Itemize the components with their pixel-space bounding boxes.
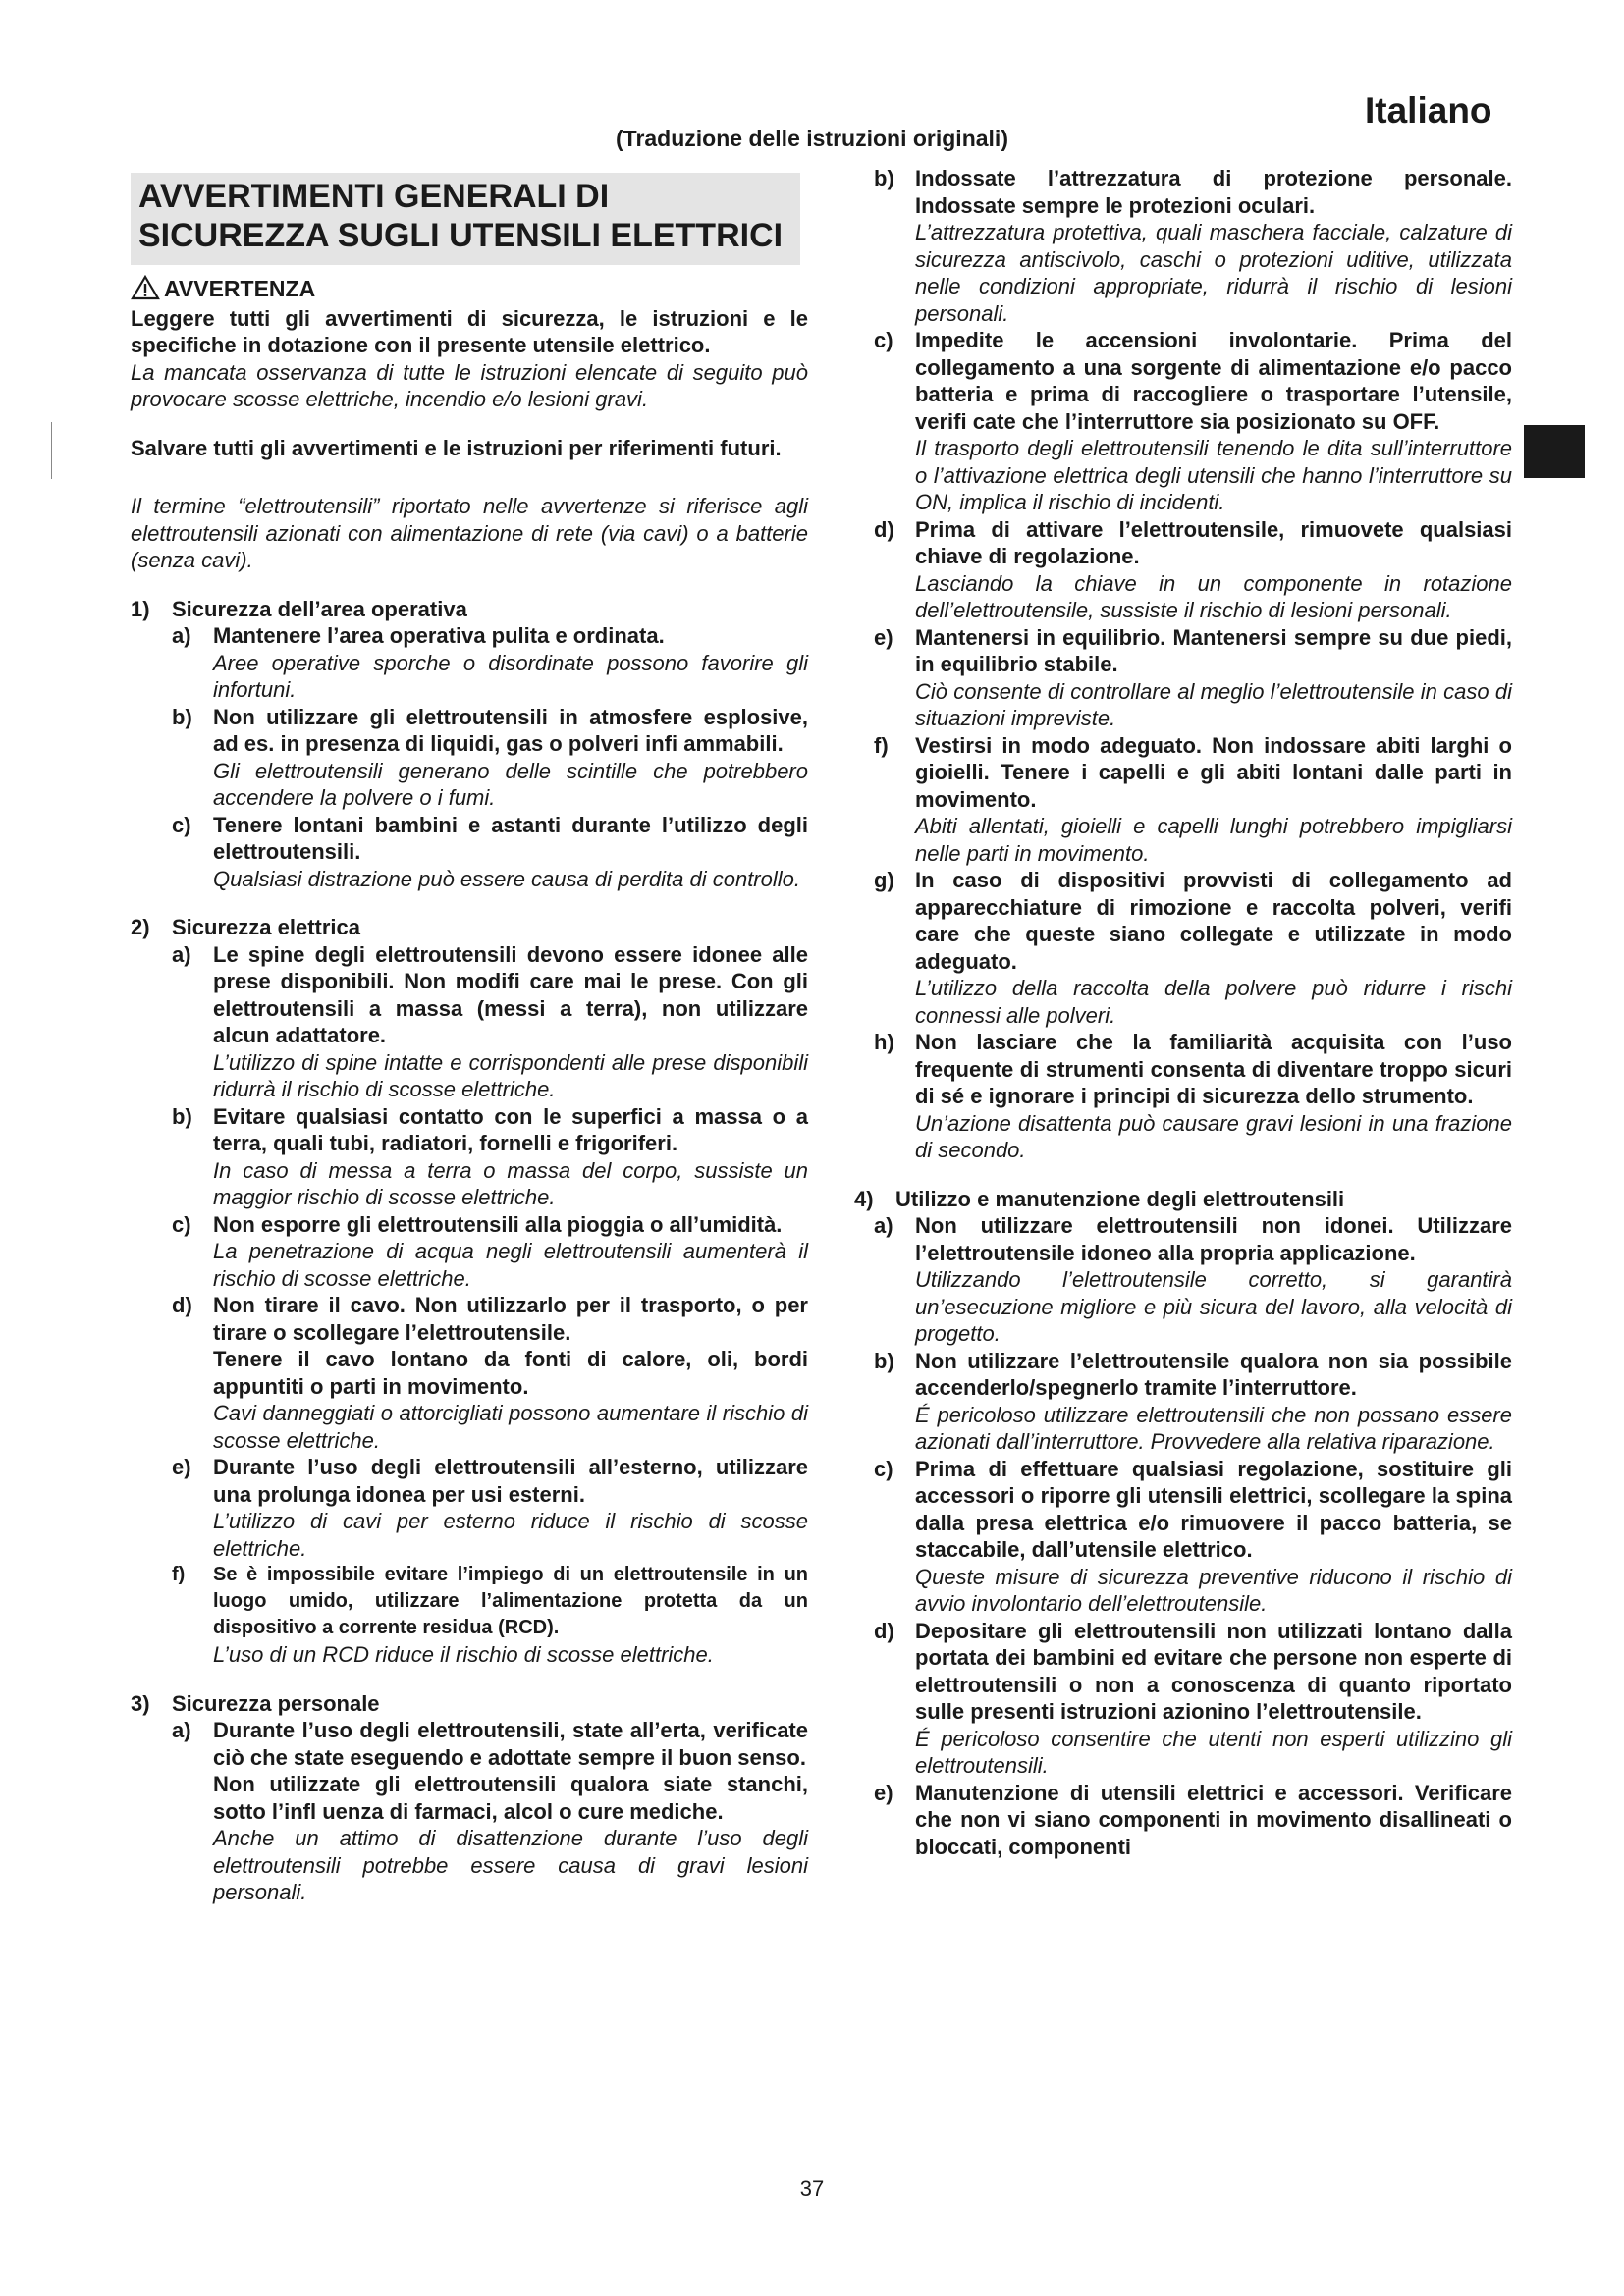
list-item: c) Non esporre gli elettroutensili alla pioggia o all’umidità.	[172, 1211, 783, 1237]
list-item: f) Vestirsi in modo adeguato. Non indossare abiti larghi o gioielli. Tenere i capelli e gli abiti lontani dalle parti in movimento.	[874, 732, 1512, 812]
list-item-note: Utilizzando l’elettroutensile corretto, si garantirà un’esecuzione migliore e più sicura del lavoro, alla velocità di progetto.	[915, 1267, 1512, 1346]
language-label: Italiano	[1365, 90, 1492, 131]
list-item: c) Impedite le accensioni involontarie. Prima del collegamento a una sorgente di alimentazione e/o pacco batteria e prima di raccogliere o trasportare l’utensile, verifi cate che l’interruttore sia posizionato su OFF.	[874, 328, 1512, 434]
section-2-items	[172, 941, 808, 1669]
list-item: f) Se è impossibile evitare l’impiego di un elettroutensile in un luogo umido, utilizzare l’alimentazione protetta da un dispositivo a corrente residua (RCD).	[172, 1564, 808, 1638]
document-subtitle: (Traduzione delle istruzioni originali)	[616, 126, 1008, 151]
term-definition-text: Il termine “elettroutensili” riportato nelle avvertenze si riferisce agli elettroutensili azionati con alimentazione di rete (via cavi) o a batterie (senza cavi).	[131, 494, 808, 572]
list-item: a) Mantenere l’area operativa pulita e ordinata.	[172, 623, 665, 648]
list-item-continuation: Non utilizzate gli elettroutensili qualora siate stanchi, sotto l’infl uenza di farmaci, alcol o cure mediche.	[213, 1772, 808, 1824]
list-item-note: É pericoloso utilizzare elettroutensili che non possano essere azionati dall’interruttore. Provvedere alla relativa riparazione.	[915, 1402, 1512, 1454]
list-item-note: É pericoloso consentire che utenti non esperti utilizzino gli elettroutensili.	[915, 1726, 1512, 1778]
list-item: d) Depositare gli elettroutensili non utilizzati lontano dalla portata dei bambini ed evitare che persone non esperte di elettroutensili o non a conoscenza di quanto riportato sulle presenti istruzioni azionino l’elettroutensile.	[874, 1618, 1512, 1724]
list-item: e) Durante l’uso degli elettroutensili all’esterno, utilizzare una prolunga idonea per usi esterni.	[172, 1455, 808, 1507]
right-column	[854, 165, 1512, 1860]
section-1-items	[172, 622, 808, 892]
list-item: h) Non lasciare che la familiarità acquisita con l’uso frequente di strumenti consenta di diventare troppo sicuri di sé e ignorare i principi di sicurezza dello strumento.	[874, 1030, 1512, 1108]
list-item: b) Evitare qualsiasi contatto con le superfici a massa o a terra, quali tubi, radiatori, fornelli e frigoriferi.	[172, 1103, 808, 1155]
list-item-note: Abiti allentati, gioielli e capelli lunghi potrebbero impigliarsi nelle parti in movimento.	[915, 814, 1512, 866]
warning-bold-text: Leggere tutti gli avvertimenti di sicurezza, le istruzioni e le specifiche in dotazione con il presente utensile elettrico.	[131, 305, 808, 357]
save-instructions-text: Salvare tutti gli avvertimenti e le istruzioni per riferimenti futuri.	[131, 435, 782, 460]
list-item-note: In caso di messa a terra o massa del corpo, sussiste un maggior rischio di scosse elettriche.	[213, 1157, 808, 1209]
list-item: g) In caso di dispositivi provvisti di collegamento ad apparecchiature di rimozione e raccolta polveri, verifi care che queste siano collegate e utilizzate in modo adeguato.	[874, 868, 1512, 974]
list-item-note: L’utilizzo di spine intatte e corrispondenti alle prese disponibili ridurrà il rischio di scosse elettriche.	[213, 1049, 808, 1101]
left-column	[131, 173, 808, 1906]
list-item-note: L’attrezzatura protettiva, quali maschera facciale, calzature di sicurezza antiscivolo, caschi o protezioni uditive, utilizzata nelle condizioni appropriate, ridurrà il rischio di lesioni personali.	[915, 220, 1512, 326]
list-item-note: Il trasporto degli elettroutensili tenendo le dita sull’interruttore o l’attivazione elettrica degli utensili che hanno l’interruttore su ON, implica il rischio di incidenti.	[915, 436, 1512, 514]
warning-italic-text: La mancata osservanza di tutte le istruzioni elencate di seguito può provocare scosse elettriche, incendio e/o lesioni gravi.	[131, 359, 808, 411]
list-item-note: Anche un attimo di disattenzione durante l’uso degli elettroutensili potrebbe essere causa di gravi lesioni personali.	[213, 1826, 808, 1904]
list-item: b) Non utilizzare gli elettroutensili in atmosfere esplosive, ad es. in presenza di liquidi, gas o polveri infi ammabili.	[172, 704, 808, 756]
list-item: d) Prima di attivare l’elettroutensile, rimuovete qualsiasi chiave di regolazione.	[874, 516, 1512, 568]
section-1-heading: 1) Sicurezza dell’area operativa	[131, 596, 467, 621]
list-item-note: Ciò consente di controllare al meglio l’elettroutensile in caso di situazioni impreviste.	[915, 678, 1512, 730]
warning-triangle-icon	[131, 275, 160, 300]
list-item: a) Durante l’uso degli elettroutensili, state all’erta, verificate ciò che state eseguendo e adottate sempre il buon senso.	[172, 1718, 808, 1770]
list-item: b) Non utilizzare l’elettroutensile qualora non sia possibile accenderlo/spegnerlo tramite l’interruttore.	[874, 1348, 1512, 1400]
list-item-note: Qualsiasi distrazione può essere causa di perdita di controllo.	[213, 866, 800, 891]
list-item-note: Queste misure di sicurezza preventive riducono il rischio di avvio involontario dell’elettroutensile.	[915, 1564, 1512, 1616]
list-item: a) Non utilizzare elettroutensili non idonei. Utilizzare l’elettroutensile idoneo alla propria applicazione.	[874, 1213, 1512, 1265]
page-number: 37	[799, 2176, 825, 2201]
section-title: AVVERTIMENTI GENERALI DI SICUREZZA SUGLI UTENSILI ELETTRICI	[131, 173, 800, 265]
section-3-heading: 3) Sicurezza personale	[131, 1690, 380, 1716]
margin-mark	[51, 422, 52, 479]
list-item-note: L’uso di un RCD riduce il rischio di scosse elettriche.	[213, 1642, 714, 1667]
list-item-note: Gli elettroutensili generano delle scintille che potrebbero accendere la polvere o i fumi.	[213, 758, 808, 810]
list-item-note: Un’azione disattenta può causare gravi lesioni in una frazione di secondo.	[915, 1110, 1512, 1162]
list-item-note: Aree operative sporche o disordinate possono favorire gli infortuni.	[213, 650, 808, 702]
warning-heading	[131, 275, 808, 303]
list-item-note: Lasciando la chiave in un componente in rotazione dell’elettroutensile, sussiste il rischio di lesioni personali.	[915, 570, 1512, 622]
list-item-note: L’utilizzo di cavi per esterno riduce il rischio di scosse elettriche.	[213, 1509, 808, 1561]
section-thumb-tab	[1524, 425, 1585, 478]
list-item: e) Mantenersi in equilibrio. Mantenersi sempre su due piedi, in equilibrio stabile.	[874, 624, 1512, 676]
list-item: b) Indossate l’attrezzatura di protezione personale. Indossate sempre le protezioni oculari.	[874, 166, 1512, 218]
section-4-items	[874, 1212, 1512, 1860]
list-item-note: L’utilizzo della raccolta della polvere può ridurre i rischi connessi alle polveri.	[915, 976, 1512, 1028]
warning-label: AVVERTENZA	[164, 276, 316, 301]
list-item-note: La penetrazione di acqua negli elettroutensili aumenterà il rischio di scosse elettriche.	[213, 1239, 808, 1291]
list-item-continuation: Tenere il cavo lontano da fonti di calore, oli, bordi appuntiti o parti in movimento.	[213, 1347, 808, 1399]
list-item: d) Non tirare il cavo. Non utilizzarlo per il trasporto, o per tirare o scollegare l’elettroutensile.	[172, 1293, 808, 1345]
list-item: c) Prima di effettuare qualsiasi regolazione, sostituire gli accessori o riporre gli utensili elettrici, scollegare la spina dalla presa elettrica e/o rimuovere il pacco batteria, se staccabile, dall’utensile elettrico.	[874, 1456, 1512, 1562]
section-2-heading: 2) Sicurezza elettrica	[131, 915, 360, 939]
section-3-items-continued	[874, 165, 1512, 1164]
section-3-items	[172, 1717, 808, 1906]
list-item-note: Cavi danneggiati o attorcigliati possono aumentare il rischio di scosse elettriche.	[213, 1401, 808, 1453]
list-item: a) Le spine degli elettroutensili devono essere idonee alle prese disponibili. Non modifi care mai le prese. Con gli elettroutensili a massa (messi a terra), non utilizzare alcun adattatore.	[172, 941, 808, 1047]
list-item: c) Tenere lontani bambini e astanti durante l’utilizzo degli elettroutensili.	[172, 812, 808, 864]
list-item: e) Manutenzione di utensili elettrici e accessori. Verificare che non vi siano componenti in movimento disallineati o bloccati, componenti	[874, 1780, 1512, 1859]
section-4-heading: 4) Utilizzo e manutenzione degli elettroutensili	[854, 1186, 1345, 1211]
